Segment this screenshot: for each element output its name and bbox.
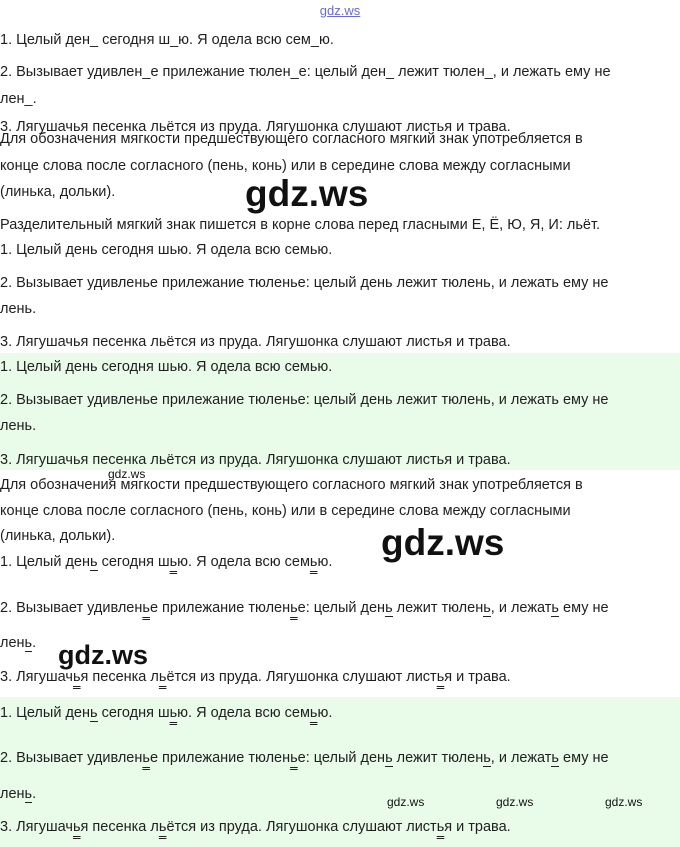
answer-line-2b: лень. [0, 301, 37, 317]
task-line-2a: 2. Вызывает удивлен_е прилежание тюлен_е: целый ден_ лежит тюлен_, и лежать ему не [0, 64, 611, 80]
rule-line-1: Для обозначения мягкости предшествующего согласного мягкий знак употребляется в [0, 131, 583, 147]
marked-line-2b: лень. [0, 635, 37, 651]
rule-line-3: (линька, дольки). [0, 184, 116, 200]
marked-hl-line-2a: 2. Вызывает удивленье прилежание тюленье: целый день лежит тюлень, и лежать ему не [0, 750, 609, 766]
marked-line-3: 3. Лягушачья песенка льётся из пруда. Лягушонка слушают листья и трава. [0, 669, 511, 685]
watermark-big-2: gdz.ws [381, 522, 505, 563]
watermark-big-3: gdz.ws [58, 640, 149, 670]
rule2-line-1: Для обозначения мягкости предшествующего согласного мягкий знак употребляется в [0, 477, 583, 493]
task-line-2b: лен_. [0, 91, 37, 107]
answer-hl-line-3: 3. Лягушачья песенка льётся из пруда. Лягушонка слушают листья и трава. [0, 452, 511, 468]
answer-hl-line-2a: 2. Вызывает удивленье прилежание тюленье: целый день лежит тюлень, и лежать ему не [0, 392, 609, 408]
task-line-1: 1. Целый ден_ сегодня ш_ю. Я одела всю сем_ю. [0, 32, 334, 48]
separator-sign-mark: ь [169, 554, 178, 570]
answer-hl-line-2b: лень. [0, 418, 37, 434]
rule-line-2: конце слова после согласного (пень, конь) или в середине слова между согласными [0, 158, 571, 174]
watermark-small-3: gdz.ws [496, 795, 534, 809]
separator-sign-mark: ь [309, 554, 318, 570]
rule2-line-2: конце слова после согласного (пень, конь) или в середине слова между согласными [0, 503, 571, 519]
rule2-line-3: (линька, дольки). [0, 528, 116, 544]
soft-sign-mark: ь [89, 554, 98, 570]
watermark-small-2: gdz.ws [387, 795, 425, 809]
answer-line-2a: 2. Вызывает удивленье прилежание тюленье: целый день лежит тюлень, и лежать ему не [0, 275, 609, 291]
marked-hl-line-2b: лень. [0, 786, 37, 802]
marked-line-1: 1. Целый день сегодня шью. Я одела всю семью. [0, 554, 333, 570]
rule-line-4: Разделительный мягкий знак пишется в корне слова перед гласными Е, Ё, Ю, Я, И: льёт. [0, 217, 601, 233]
marked-line-2a: 2. Вызывает удивленье прилежание тюленье: целый день лежит тюлень, и лежать ему не [0, 600, 609, 616]
answer-line-3: 3. Лягушачья песенка льётся из пруда. Лягушонка слушают листья и трава. [0, 334, 511, 350]
marked-hl-line-1: 1. Целый день сегодня шью. Я одела всю семью. [0, 705, 333, 721]
answer-hl-line-1: 1. Целый день сегодня шью. Я одела всю семью. [0, 359, 333, 375]
watermark-small-4: gdz.ws [605, 795, 643, 809]
watermark-top[interactable]: gdz.ws [319, 3, 361, 18]
answer-line-1: 1. Целый день сегодня шью. Я одела всю семью. [0, 242, 333, 258]
watermark-small-1: gdz.ws [108, 467, 146, 481]
task-line-3-clipped: 3. Лягушачья песенка льётся из пруда. Лягушонка слушают листья и трава. [0, 119, 511, 135]
watermark-big-1: gdz.ws [245, 173, 369, 214]
marked-hl-line-3: 3. Лягушачья песенка льётся из пруда. Лягушонка слушают листья и трава. [0, 819, 511, 835]
